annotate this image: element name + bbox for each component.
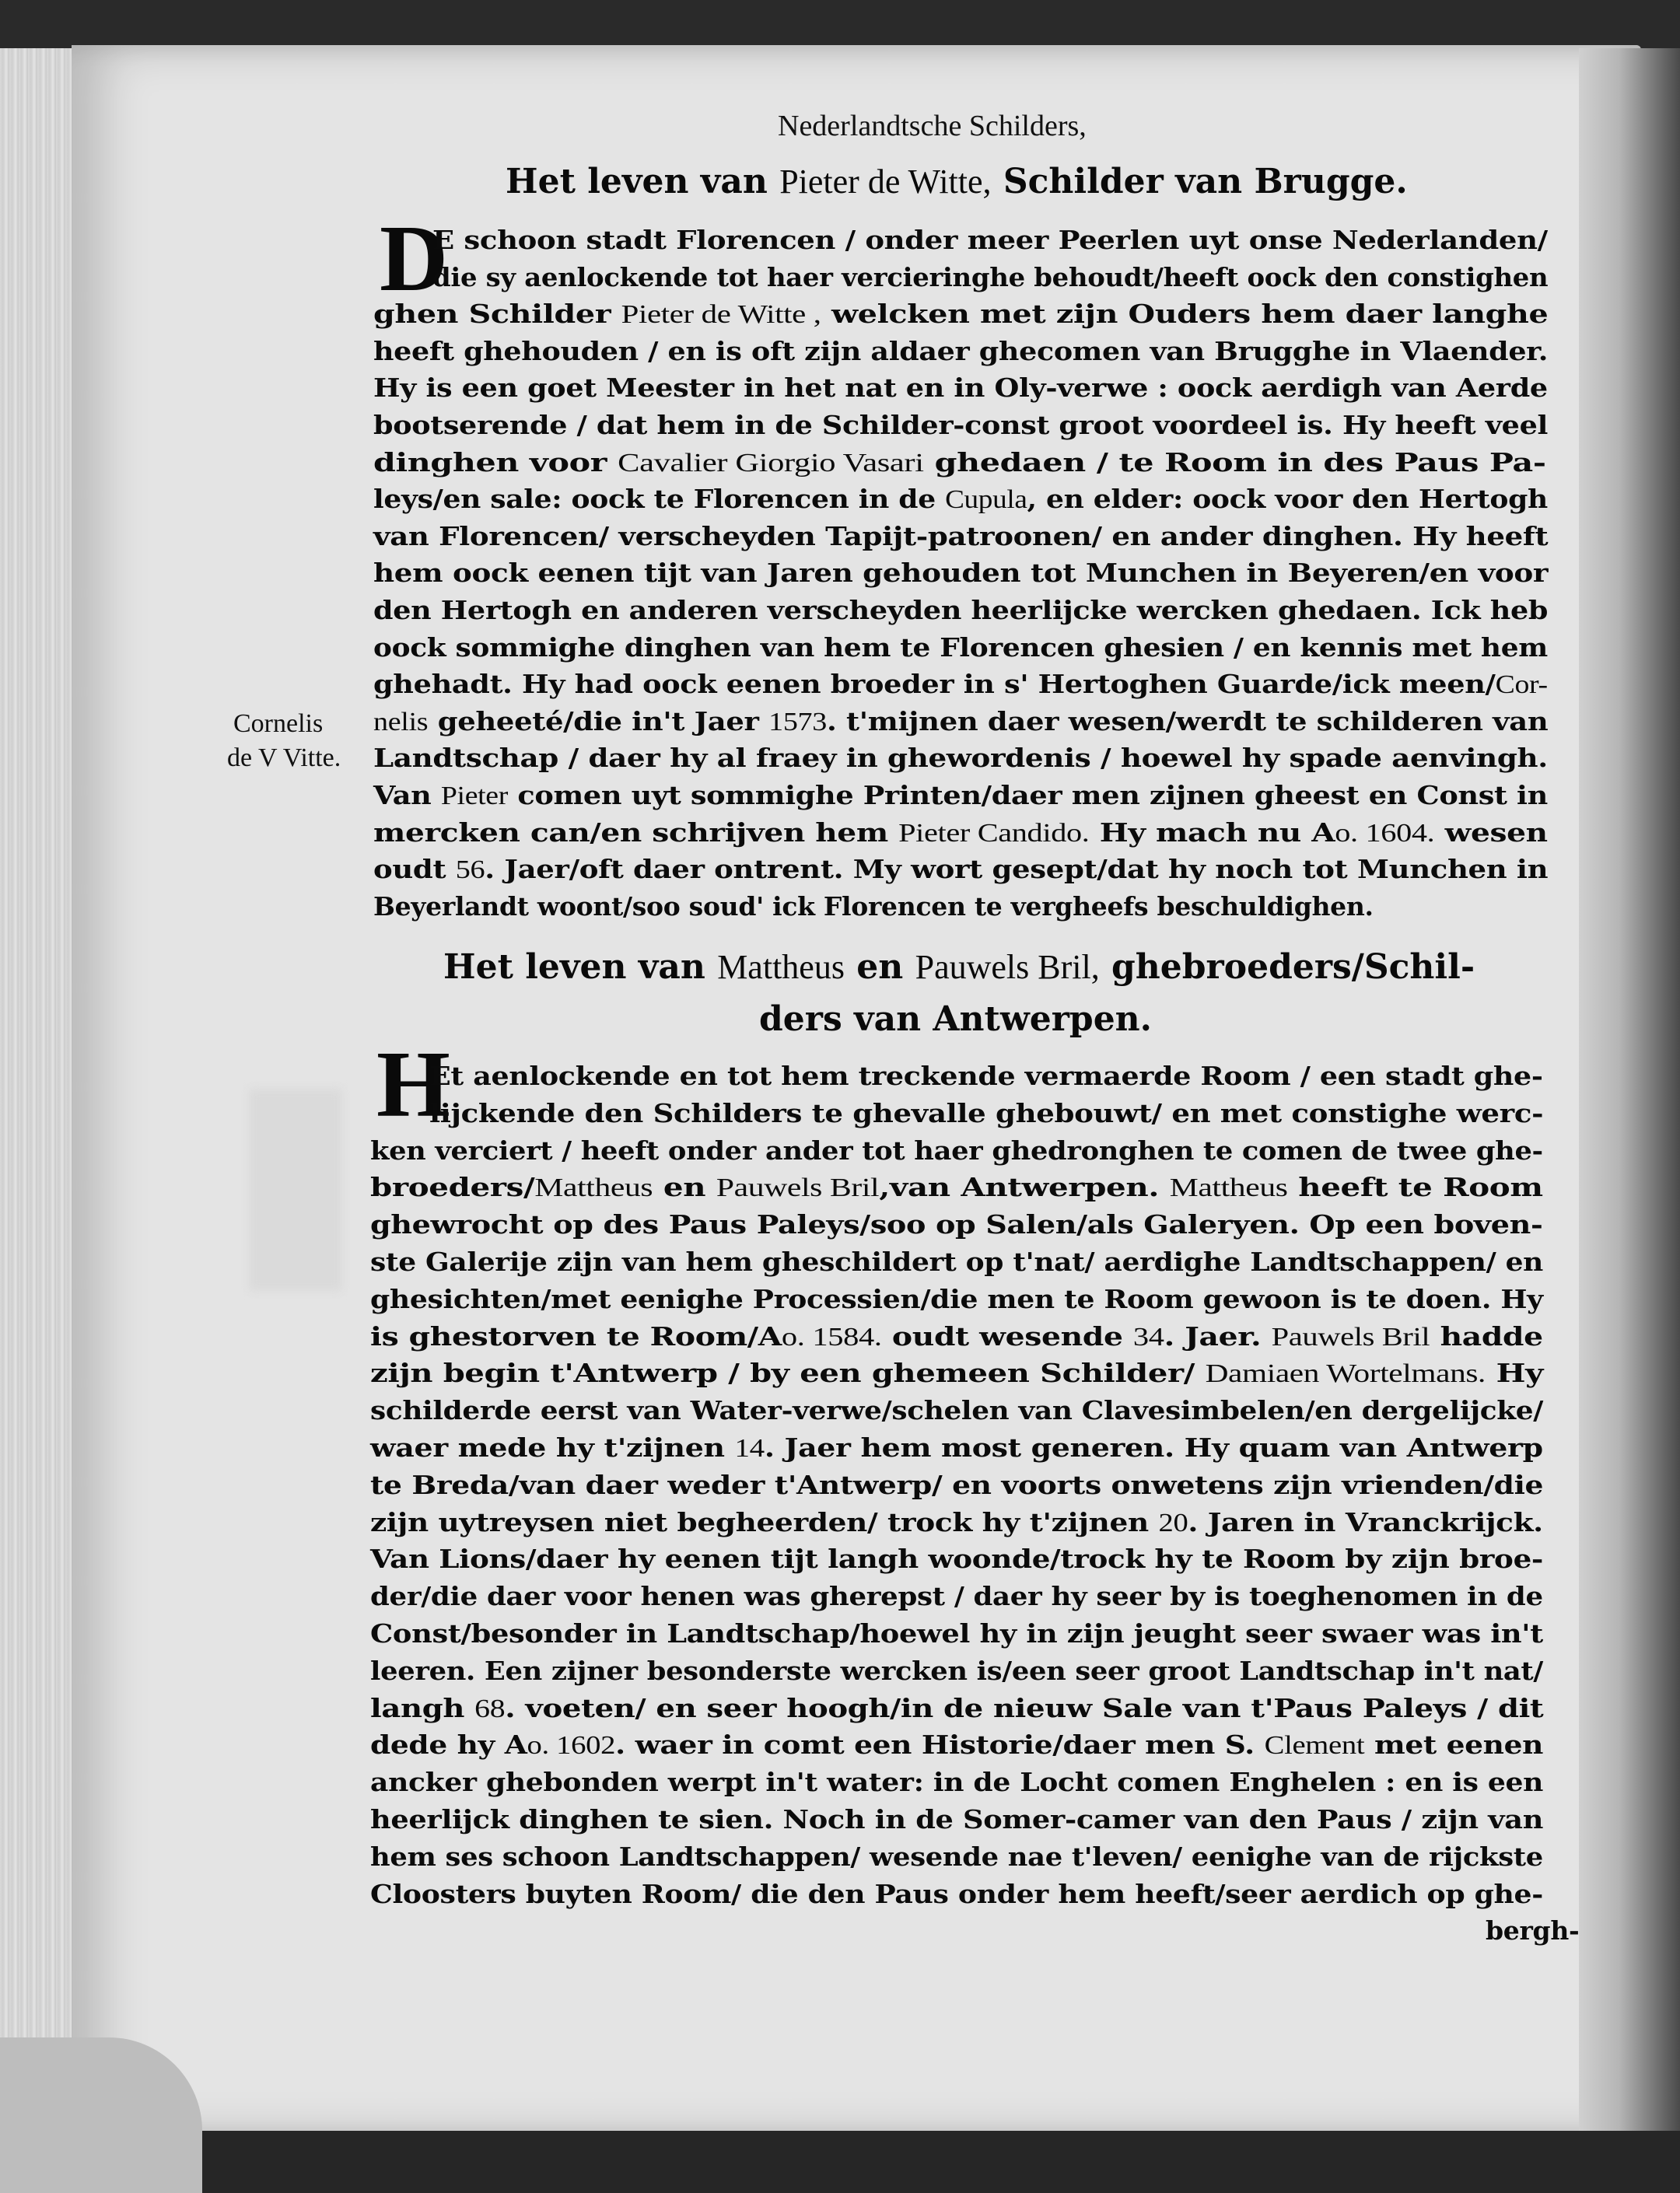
blackletter-run: Van	[373, 780, 441, 810]
blackletter-run: leeren. Een zijner besonderste wercken is/een seer groot Landtschap in't nat/	[370, 1655, 1543, 1686]
blackletter-run: wesen	[1434, 817, 1548, 848]
text-line	[373, 301, 1548, 328]
blackletter-run: leys/en sale: oock te Florencen in de	[373, 484, 946, 515]
blackletter-run: . Jaer/oft daer ontrent. My wort gesept/dat hy noch tot Munchen in	[485, 854, 1549, 885]
title-name: Mattheus	[717, 948, 845, 986]
text-line	[370, 1581, 1543, 1612]
blackletter-run: Cloosters buyten Room/ die den Paus onder hem heeft/seer aerdich op ghe-	[370, 1878, 1543, 1909]
text-line	[373, 817, 1548, 848]
blackletter-run: Hy is een goet Meester in het nat en in Oly-verwe : oock aerdigh van Aerde	[373, 372, 1548, 404]
roman-run: Mattheus	[534, 1173, 653, 1203]
blackletter-run: met eenen	[1364, 1730, 1544, 1761]
blackletter-run: langh	[370, 1692, 475, 1723]
roman-run: Pieter de Witte ,	[621, 300, 821, 330]
text-line	[370, 1209, 1543, 1240]
blackletter-run: en	[653, 1172, 716, 1203]
title-prefix: Het leven van	[506, 162, 768, 201]
text-line	[370, 1767, 1544, 1798]
blackletter-run: ghen Schilder	[373, 299, 621, 330]
title-suffix: ghebroeders/Schil-	[1111, 947, 1475, 987]
roman-run: o. 1602	[527, 1731, 616, 1761]
blackletter-run: te Breda/van daer weder t'Antwerp/ en voorts onwetens zijn vrienden/die	[370, 1469, 1544, 1500]
blackletter-run: bergh-	[1486, 1915, 1580, 1946]
text-line	[373, 486, 1548, 513]
blackletter-run: oudt wesende	[881, 1320, 1133, 1352]
blackletter-run: zijn begin t'Antwerp / by een ghemeen Schilder/	[370, 1358, 1206, 1389]
text-line	[432, 227, 1548, 253]
blackletter-run: den Hertogh en anderen verscheyden heerlijcke wercken ghedaen. Ick heb	[373, 595, 1549, 625]
text-line	[373, 890, 1374, 922]
text-line	[373, 597, 1548, 623]
blackletter-run: ghewrocht op des Paus Paleys/soo op Salen/als Galeryen. Op een boven-	[370, 1209, 1543, 1240]
text-line	[373, 558, 1549, 589]
text-line	[370, 1135, 1543, 1166]
text-line	[432, 261, 1549, 292]
roman-run: Cupula	[945, 485, 1027, 515]
text-line	[370, 1618, 1543, 1649]
blackletter-run: lijckende den Schilders te ghevalle ghebouwt/ en met constighe werc-	[429, 1097, 1544, 1128]
blackletter-run: broeders/	[370, 1172, 535, 1203]
roman-run: Damiaen Wortelmans.	[1205, 1359, 1486, 1389]
roman-run: 14	[734, 1434, 765, 1463]
title-suffix: Schilder van Brugge.	[1003, 162, 1408, 201]
text-line	[373, 372, 1548, 404]
roman-run: Pauwels Bril	[1271, 1322, 1430, 1352]
blackletter-run: . Jaren in Vranckrijck.	[1188, 1506, 1543, 1537]
blackletter-run: Et aenlockende en tot hem treckende vermaerde Room / een stadt ghe-	[429, 1061, 1543, 1091]
text-line	[373, 335, 1549, 366]
blackletter-run: welcken met zijn Ouders hem daer langhe	[821, 299, 1549, 330]
chapter-title-bril	[443, 947, 1475, 987]
blackletter-run: . voeten/ en seer hoogh/in de nieuw Sale van t'Paus Paleys / dit	[505, 1692, 1544, 1723]
roman-run: o. 1604.	[1335, 818, 1435, 848]
text-line	[370, 1655, 1543, 1686]
text-line	[370, 1732, 1543, 1759]
blackletter-run: , en elder: oock voor den Hertogh	[1027, 484, 1548, 515]
text-line	[370, 1878, 1543, 1909]
roman-run: 20	[1158, 1508, 1188, 1537]
margin-note-line-1: Cornelis	[233, 709, 324, 738]
chapter-title-bril-line-2: ders van Antwerpen.	[759, 999, 1152, 1039]
blackletter-run: mercken can/en schrijven hem	[373, 817, 899, 848]
text-line	[370, 1469, 1544, 1500]
blackletter-run: heeft ghehouden / en is oft zijn aldaer ghecomen van Brugghe in Vlaender.	[373, 335, 1549, 366]
text-line	[370, 1174, 1543, 1201]
blackletter-run: hem ses schoon Landtschappen/ wesende nae t'leven/ eenighe van de rijckste	[370, 1841, 1543, 1872]
text-line	[429, 1097, 1544, 1128]
text-line	[1486, 1915, 1580, 1946]
text-line	[373, 743, 1548, 774]
blackletter-run: schilderde eerst van Water-verwe/schelen van Clavesimbelen/en dergelijcke/	[370, 1395, 1543, 1426]
margin-note-line-2: de V Vitte.	[227, 743, 341, 772]
blackletter-run: Const/besonder in Landtschap/hoewel hy in zijn jeught seer swaer was in't	[370, 1618, 1543, 1649]
blackletter-run: Landtschap / daer hy al fraey in ghewordenis / hoewel hy spade aenvingh.	[373, 743, 1548, 774]
drop-cap-h: H	[376, 1032, 450, 1137]
blackletter-run: dinghen voor	[373, 446, 618, 477]
text-line	[370, 1320, 1543, 1352]
roman-run: Pauwels Bril	[716, 1173, 880, 1203]
blackletter-run: ghesichten/met eenighe Processien/die men te Room gewoon is te doen. Hy	[370, 1283, 1543, 1314]
blackletter-run: hem oock eenen tijt van Jaren gehouden tot Munchen in Beyeren/en voor	[373, 558, 1549, 589]
roman-run: 56	[455, 855, 485, 885]
title-prefix: Het leven van	[443, 947, 705, 987]
text-line	[373, 705, 1549, 736]
roman-run: 68	[474, 1694, 506, 1723]
text-line	[373, 631, 1548, 663]
text-line	[373, 412, 1548, 438]
blackletter-run: van Florencen/ verscheyden Tapijt-patroonen/ en ander dinghen. Hy heeft	[373, 520, 1549, 551]
text-line	[373, 671, 1548, 698]
text-line	[373, 856, 1548, 883]
drop-cap-d: D	[380, 206, 449, 311]
blackletter-run: oudt	[373, 854, 456, 885]
text-line	[429, 1063, 1543, 1089]
blackletter-run: die sy aenlockende tot haer vercieringhe behoudt/heeft oock den constighen	[432, 261, 1549, 292]
blackletter-run: hadde	[1430, 1320, 1543, 1352]
book-gutter	[1579, 48, 1680, 2148]
blackletter-run: ken verciert / heeft onder ander tot haer ghedronghen te comen de twee ghe-	[370, 1135, 1543, 1166]
roman-run: Pieter	[440, 782, 508, 810]
text-line	[373, 782, 1548, 810]
blackletter-run: is ghestorven te Room/A	[370, 1320, 782, 1352]
blackletter-run: der/die daer voor henen was gherepst / daer hy seer by is toeghenomen in de	[370, 1581, 1543, 1612]
text-line	[373, 520, 1549, 551]
title-and: en	[856, 947, 904, 987]
text-line	[370, 1283, 1543, 1314]
roman-run: Cor-	[1495, 670, 1548, 700]
text-line	[373, 446, 1546, 477]
blackletter-run: . t'mijnen daer wesen/werdt te schilderen van	[826, 705, 1549, 736]
blackletter-run: ste Galerije zijn van hem gheschildert op t'nat/ aerdighe Landtschappen/ en	[370, 1247, 1543, 1277]
blackletter-run: heeft te Room	[1287, 1172, 1543, 1203]
blackletter-run: . waer in comt een Historie/daer men S.	[615, 1730, 1265, 1761]
running-head: Nederlandtsche Schilders,	[778, 110, 1087, 142]
text-line	[370, 1360, 1543, 1387]
roman-run: Clement	[1264, 1731, 1365, 1761]
blackletter-run: bootserende / dat hem in de Schilder-const groot voordeel is. Hy heeft veel	[373, 410, 1549, 440]
blackletter-run: Beyerlandt woont/soo soud' ick Florencen te vergheefs beschuldighen.	[373, 890, 1374, 922]
blackletter-run: zijn uytreysen niet begheerden/ trock hy t'zijnen	[370, 1506, 1159, 1537]
blackletter-run: heerlijck dinghen te sien. Noch in de Somer-camer van den Paus / zijn van	[370, 1804, 1544, 1834]
blackletter-run: geheeté/die in't Jaer	[428, 705, 769, 736]
blackletter-run: Hy mach nu A	[1089, 817, 1335, 848]
text-line	[370, 1249, 1543, 1275]
text-line	[370, 1841, 1543, 1872]
roman-run: 34	[1132, 1322, 1164, 1352]
chapter-title-witte	[506, 162, 1408, 201]
blackletter-run: E schoon stadt Florencen / onder meer Peerlen uyt onse Nederlanden/	[432, 225, 1548, 255]
text-line	[370, 1692, 1544, 1723]
blackletter-run: Van Lions/daer hy eenen tijt langh woonde/trock hy te Room by zijn broe-	[370, 1544, 1544, 1575]
text-line	[370, 1432, 1543, 1463]
scan-backdrop-bottom	[0, 2131, 1680, 2193]
blackletter-run: dede hy A	[370, 1730, 527, 1761]
text-line	[370, 1804, 1544, 1834]
blackletter-run: . Jaer hem most generen. Hy quam van Antwerp	[764, 1432, 1543, 1463]
title-name-2: Pauwels Bril,	[915, 948, 1100, 986]
roman-run: o. 1584.	[781, 1322, 882, 1352]
blackletter-run: waer mede hy t'zijnen	[370, 1432, 735, 1463]
text-line	[370, 1506, 1543, 1537]
roman-run: Cavalier Giorgio Vasari	[618, 448, 924, 477]
roman-run: Mattheus	[1169, 1173, 1288, 1203]
roman-run: 1573	[768, 707, 827, 736]
title-name: Pieter de Witte,	[779, 163, 992, 201]
roman-run: Pieter Candido.	[898, 818, 1090, 848]
blackletter-run: ghedaen / te Room in des Paus Pa-	[923, 446, 1546, 477]
blackletter-run: . Jaer.	[1164, 1320, 1272, 1352]
roman-run: nelis	[373, 707, 429, 736]
text-line	[370, 1544, 1544, 1575]
blackletter-run: oock sommighe dinghen van hem te Florencen ghesien / en kennis met hem	[373, 631, 1548, 663]
blackletter-run: ghehadt. Hy had oock eenen broeder in s' Hertoghen Guarde/ick meen/	[373, 669, 1496, 700]
blackletter-run: ,van Antwerpen.	[879, 1172, 1170, 1203]
blackletter-run: ancker ghebonden werpt in't water: in de Locht comen Enghelen : en is een	[370, 1767, 1544, 1798]
blackletter-run: Hy	[1486, 1358, 1544, 1389]
show-through	[249, 1089, 342, 1291]
blackletter-run: comen uyt sommighe Printen/daer men zijnen gheest en Const in	[507, 780, 1548, 810]
text-line	[370, 1395, 1543, 1426]
